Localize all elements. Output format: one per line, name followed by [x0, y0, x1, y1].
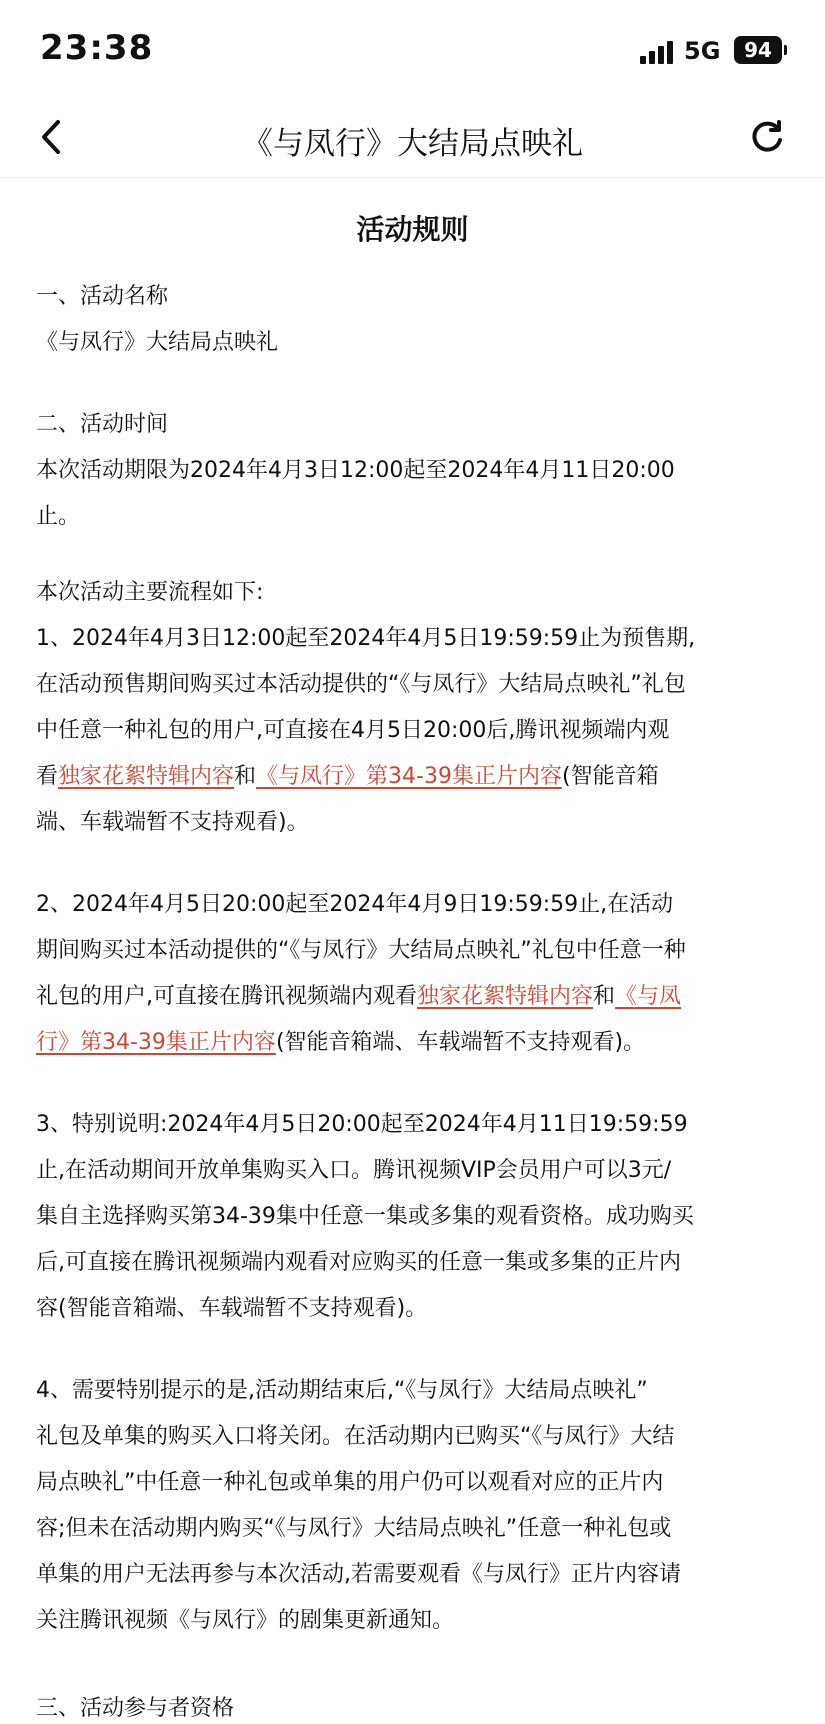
nav-title: 《与凤行》大结局点映礼	[242, 126, 583, 162]
item2-line: 期间购买过本活动提供的“《与凤行》大结局点映礼”礼包中任意一种	[36, 938, 686, 963]
rules-content	[0, 178, 825, 1724]
item3-line: 集自主选择购买第34-39集中任意一集或多集的观看资格。成功购买	[36, 1204, 694, 1229]
item3-line: 止,在活动期间开放单集购买入口。腾讯视频VIP会员用户可以3元/	[36, 1158, 672, 1183]
item4-line: 关注腾讯视频《与凤行》的剧集更新通知。	[36, 1608, 455, 1633]
item1-line: 1、2024年4月3日12:00起至2024年4月5日19:59:59止为预售期,	[36, 626, 696, 651]
item1-text: 和	[234, 764, 257, 789]
item4-line: 容;但未在活动期内购买“《与凤行》大结局点映礼”任意一种礼包或	[36, 1516, 672, 1541]
item2-line: 2、2024年4月5日20:00起至2024年4月9日19:59:59止,在活动	[36, 892, 674, 917]
item4-line: 局点映礼”中任意一种礼包或单集的用户仍可以观看对应的正片内	[36, 1470, 664, 1495]
refresh-icon[interactable]	[744, 114, 790, 160]
bonus-content-link[interactable]: 独家花絮特辑内容	[417, 984, 594, 1009]
item2-line	[36, 1020, 789, 1066]
item1-line: 中任意一种礼包的用户,可直接在4月5日20:00后,腾讯视频端内观	[36, 718, 670, 743]
item2-text: 和	[593, 984, 616, 1009]
item4-line: 4、需要特别提示的是,活动期结束后,“《与凤行》大结局点映礼”	[36, 1378, 648, 1403]
status-bar	[0, 0, 825, 100]
item1-text: 看	[36, 764, 59, 789]
bonus-content-link[interactable]: 独家花絮特辑内容	[58, 764, 235, 789]
item3-line: 容(智能音箱端、车载端暂不支持观看)。	[36, 1296, 428, 1321]
item1-line	[36, 754, 789, 800]
item2-text: 礼包的用户,可直接在腾讯视频端内观看	[36, 984, 417, 1009]
nav-bar	[0, 100, 825, 178]
status-time: 23:38	[40, 28, 154, 68]
episodes-link[interactable]: 《与凤行》第34-39集正片内容	[256, 764, 562, 789]
section-heading: 三、活动参与者资格	[36, 1696, 235, 1721]
section-heading: 二、活动时间	[36, 412, 169, 437]
flow-intro: 本次活动主要流程如下:	[36, 580, 264, 605]
episodes-link[interactable]: 《与凤	[615, 984, 682, 1009]
item2-text: (智能音箱端、车载端暂不支持观看)。	[275, 1030, 646, 1055]
section-heading: 一、活动名称	[36, 284, 169, 309]
network-label: 5G	[684, 37, 721, 65]
chevron-left-icon[interactable]	[28, 112, 78, 162]
activity-period-line: 本次活动期限为2024年4月3日12:00起至2024年4月11日20:00	[36, 458, 675, 483]
episodes-link[interactable]: 行》第34-39集正片内容	[36, 1030, 276, 1055]
item1-line: 在活动预售期间购买过本活动提供的“《与凤行》大结局点映礼”礼包	[36, 672, 686, 697]
item1-line: 端、车载端暂不支持观看)。	[36, 810, 309, 835]
battery-icon: 94	[734, 36, 782, 64]
activity-name: 《与凤行》大结局点映礼	[36, 330, 279, 355]
item1-text: (智能音箱	[561, 764, 659, 789]
item2-line	[36, 974, 789, 1020]
signal-icon	[640, 40, 680, 64]
item4-line: 单集的用户无法再参与本次活动,若需要观看《与凤行》正片内容请	[36, 1562, 681, 1587]
item3-line: 后,可直接在腾讯视频端内观看对应购买的任意一集或多集的正片内	[36, 1250, 681, 1275]
page-title: 活动规则	[356, 213, 469, 246]
item4-line: 礼包及单集的购买入口将关闭。在活动期内已购买“《与凤行》大结	[36, 1424, 675, 1449]
activity-period-line: 止。	[36, 504, 81, 529]
item3-line: 3、特别说明:2024年4月5日20:00起至2024年4月11日19:59:59	[36, 1112, 688, 1137]
